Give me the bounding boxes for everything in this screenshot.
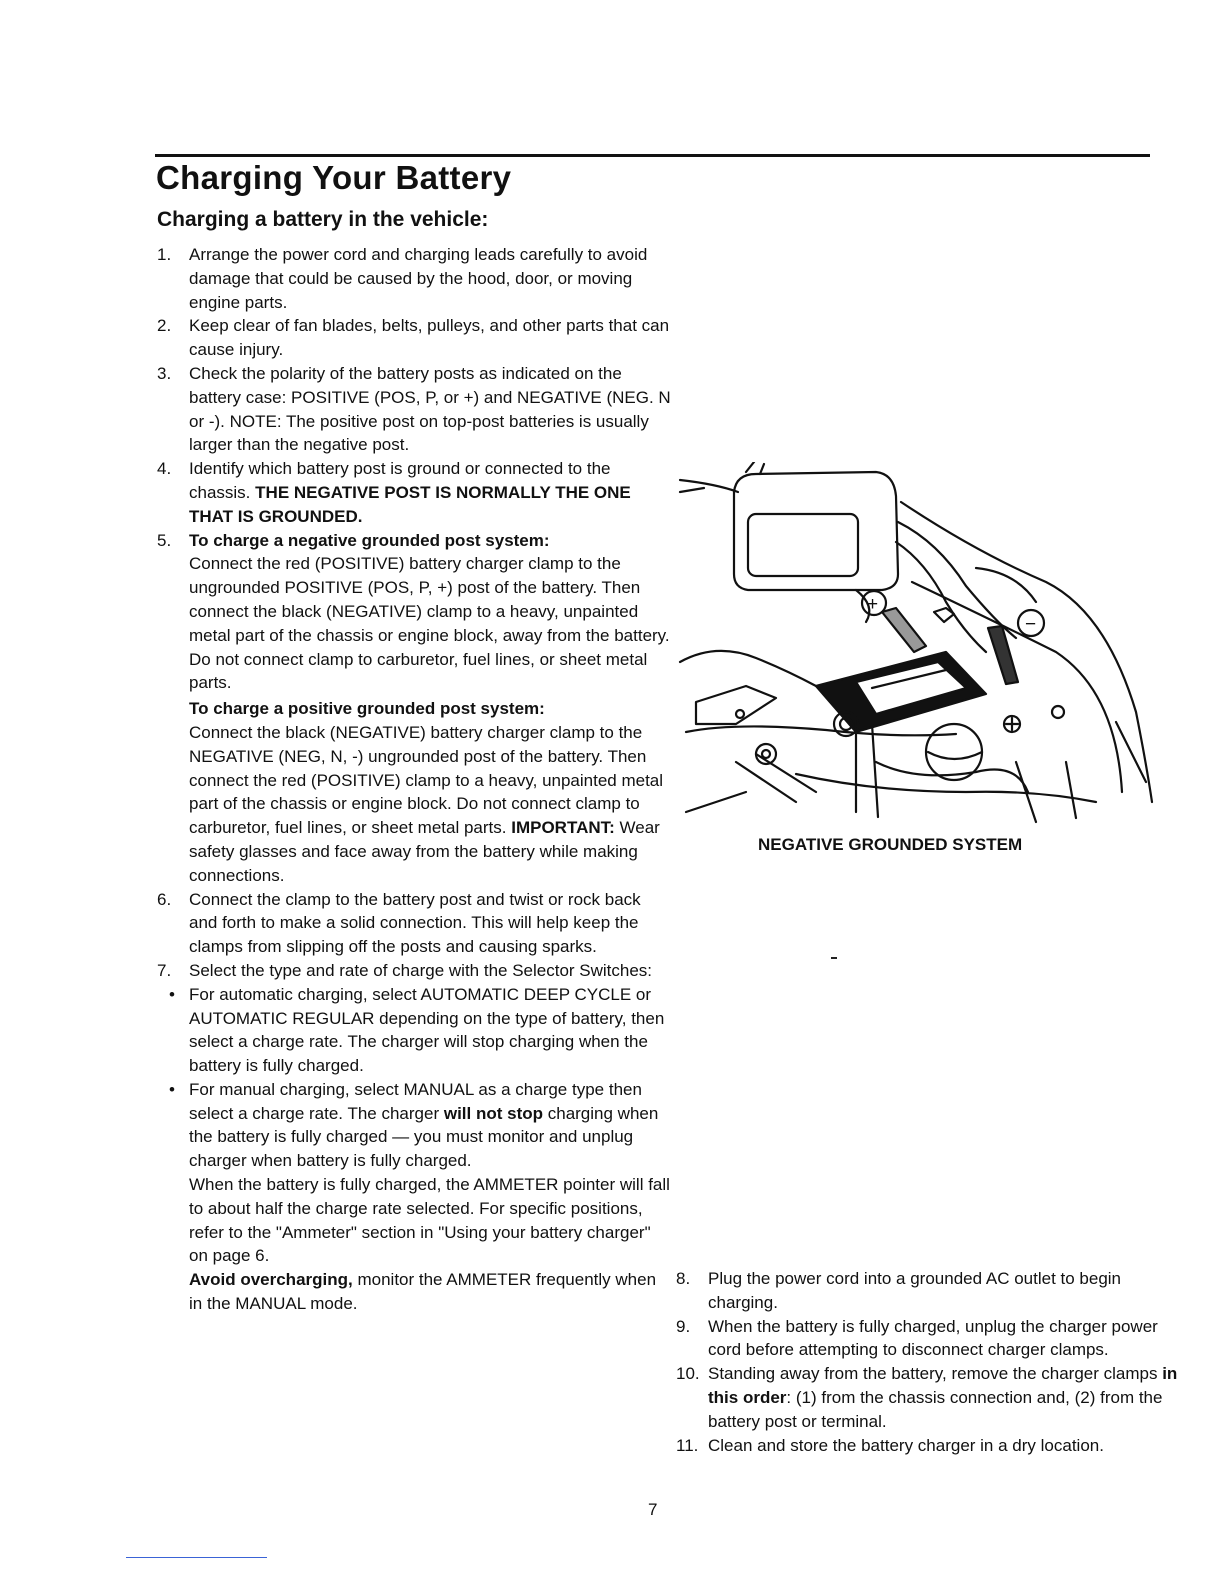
stray-mark (831, 957, 837, 959)
list-item (672, 1434, 1192, 1458)
item-text-plain: : (1) from the chassis connection and, (2) from the battery post or terminal. (708, 1387, 1163, 1431)
positive-symbol: + (867, 594, 879, 615)
item-text-plain: Connect the black (NEGATIVE) battery charger clamp to the NEGATIVE (NEG, N, -) ungrounded post of the battery. Then connect the red (POSITIVE) clamp to a heavy, unpainted metal part of the chassis or engine block. Do not connect clamp to carburetor, fuel lines, or sheet metal parts. (189, 722, 664, 838)
page-number: 7 (648, 1500, 658, 1519)
item-text-bold: THE NEGATIVE POST IS NORMALLY THE ONE THAT IS GROUNDED. (189, 482, 631, 526)
right-column (672, 1267, 1192, 1457)
list-item (153, 959, 673, 983)
item-text: Arrange the power cord and charging leads carefully to avoid damage that could be caused by the hood, door, or moving engine parts. (189, 245, 648, 312)
item-text (189, 457, 673, 528)
item-text-bold: will not stop (443, 1103, 543, 1123)
item-text: Check the polarity of the battery posts as indicated on the battery case: POSITIVE (POS, P, or +) and NEGATIVE (NEG. N or -). NOTE: The positive post on top-post batteries is usually larger than the negative post. (189, 363, 671, 455)
list-item (153, 314, 673, 362)
list-item (153, 888, 673, 959)
item-heading: To charge a negative grounded post system: (189, 530, 550, 550)
item-text: Keep clear of fan blades, belts, pulleys, and other parts that can cause injury. (189, 316, 670, 360)
item-number: 5. (157, 530, 172, 550)
item-text: Connect the clamp to the battery post and twist or rock back and forth to make a solid connection. This will help keep the clamps from slipping off the posts and causing sparks. (189, 889, 641, 957)
left-column (153, 243, 673, 1316)
item-heading: To charge a positive grounded post system: (189, 699, 545, 719)
bullet-mark: • (169, 984, 175, 1004)
list-item (153, 362, 673, 457)
item-text: For automatic charging, select AUTOMATIC DEEP CYCLE or AUTOMATIC REGULAR depending on the type of battery, then select a charge rate. The charger will stop charging when the battery is fully charged. (189, 984, 665, 1076)
item-text-bold: in this order (708, 1364, 1178, 1407)
item-number: 4. (157, 459, 172, 479)
item-text-plain: For manual charging, select MANUAL as a charge type then select a charge rate. The charger (189, 1079, 642, 1123)
item-text-plain: charging when the battery is fully charged — you must monitor and unplug charger when battery is fully charged. (189, 1103, 659, 1171)
item-number: 8. (676, 1269, 691, 1288)
list-item (672, 1267, 1192, 1315)
item-number: 10. (676, 1364, 700, 1384)
avoid-label: Avoid overcharging, (189, 1270, 353, 1290)
item-number: 7. (157, 960, 172, 980)
section-subtitle: Charging a battery in the vehicle: (157, 208, 489, 231)
list-item (153, 529, 673, 696)
negative-symbol: − (1025, 614, 1037, 635)
battery-illustration (676, 462, 1154, 824)
figure-caption: NEGATIVE GROUNDED SYSTEM (758, 835, 1023, 854)
important-label: IMPORTANT: (511, 818, 615, 838)
list-subitem (189, 697, 673, 887)
item-text-plain: Identify which battery post is ground or connected to the chassis. (189, 459, 611, 502)
item-text (189, 1078, 673, 1316)
item-text (708, 1362, 1192, 1433)
item-text (189, 529, 673, 696)
bullet-mark: • (169, 1079, 175, 1099)
footer-line (126, 1557, 267, 1558)
item-text: Plug the power cord into a grounded AC outlet to begin charging. (708, 1269, 1122, 1312)
item-text-plain: Connect the red (POSITIVE) battery charger clamp to the ungrounded POSITIVE (POS, P, +) post of the battery. Then connect the black (NEGATIVE) clamp to a heavy, unpainted metal part of the chassis or engine block, away from the battery. Do not connect clamp to carburetor, fuel lines, or sheet metal parts. (189, 554, 670, 693)
item-text: Select the type and rate of charge with the Selector Switches: (189, 960, 653, 980)
item-number: 2. (157, 316, 172, 336)
item-number: 6. (157, 889, 172, 909)
item-number: 1. (157, 245, 172, 264)
avoid-text: monitor the AMMETER frequently when in the MANUAL mode. (189, 1270, 657, 1314)
list-item (672, 1315, 1192, 1363)
item-number: 9. (676, 1316, 691, 1336)
bullet-item (153, 983, 673, 1078)
title-rule (155, 154, 1150, 157)
item-number: 3. (157, 363, 172, 383)
important-text: Wear safety glasses and face away from the battery while making connections. (189, 818, 660, 885)
item-text-plain: Standing away from the battery, remove the charger clamps (708, 1364, 1158, 1384)
list-item (153, 457, 673, 528)
item-text: When the battery is fully charged, unplug the charger power cord before attempting to disconnect charger clamps. (708, 1316, 1158, 1360)
list-item (672, 1362, 1192, 1433)
item-number: 11. (676, 1435, 699, 1455)
list-item (153, 243, 673, 314)
item-text-plain: When the battery is fully charged, the AMMETER pointer will fall to about half the charge rate selected. For specific positions, refer to the "Ammeter" section in "Using your battery charger" on page 6. (189, 1175, 670, 1266)
item-text: Clean and store the battery charger in a dry location. (708, 1435, 1104, 1455)
bullet-item (153, 1078, 673, 1316)
page-title: Charging Your Battery (156, 159, 512, 196)
